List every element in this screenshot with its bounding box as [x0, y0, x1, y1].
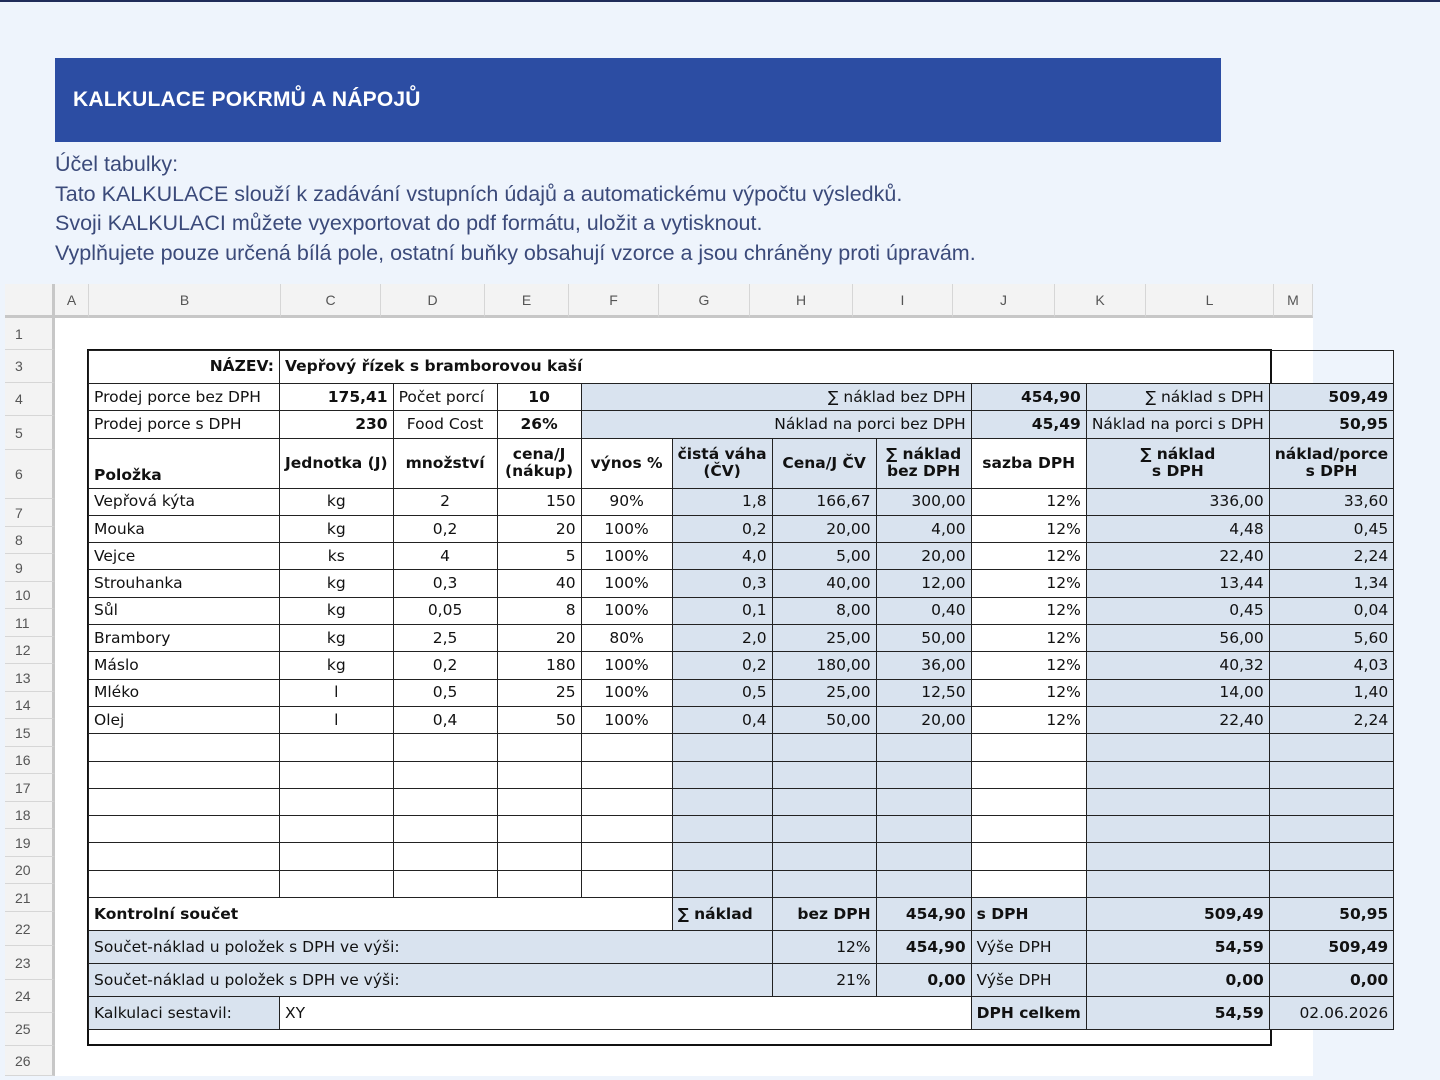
- item-name[interactable]: Vejce: [89, 543, 280, 570]
- item-sum-vat: 336,00: [1086, 488, 1269, 515]
- select-all-corner[interactable]: [5, 284, 55, 318]
- item-sum-no-vat: 12,00: [876, 570, 971, 597]
- food-cost-label: Food Cost: [393, 411, 497, 438]
- control-vat-value: 509,49: [1086, 898, 1269, 931]
- empty-cell[interactable]: [280, 843, 394, 870]
- vat21-vat: 0,00: [1086, 964, 1269, 997]
- col-header-price-line: (nákup): [505, 462, 574, 481]
- row-header[interactable]: 26: [5, 1046, 55, 1076]
- empty-cell[interactable]: [280, 734, 394, 761]
- item-yield[interactable]: 90%: [581, 488, 672, 515]
- item-vat-rate[interactable]: 12%: [971, 515, 1086, 542]
- item-unit[interactable]: ks: [280, 543, 394, 570]
- col-header-yield: výnos %: [581, 438, 672, 488]
- column-header[interactable]: K: [1055, 284, 1146, 318]
- col-header-net-line: (ČV): [703, 462, 741, 481]
- empty-cell: [1086, 761, 1269, 788]
- item-sum-vat: 22,40: [1086, 706, 1269, 733]
- col-header-qty: množství: [393, 438, 497, 488]
- empty-cell[interactable]: [971, 816, 1086, 843]
- vat21-base: 0,00: [876, 964, 971, 997]
- table-row: [89, 706, 1394, 733]
- row-header[interactable]: 12: [5, 637, 55, 664]
- empty-cell: [772, 734, 876, 761]
- column-header[interactable]: J: [953, 284, 1055, 318]
- vat12-vat-label: Výše DPH: [971, 931, 1086, 964]
- intro-line: Tato KALKULACE slouží k zadávání vstupních údajů a automatickému výpočtu výsledků.: [55, 181, 903, 206]
- empty-cell: [772, 870, 876, 897]
- col-header-item: Položka: [89, 438, 280, 488]
- col-header-sum-no-vat: [876, 438, 971, 488]
- empty-cell: [1269, 788, 1393, 815]
- col-header-price: [497, 438, 581, 488]
- table-row: [89, 488, 1394, 515]
- item-net-weight: 2,0: [672, 625, 772, 652]
- row-header[interactable]: 18: [5, 802, 55, 829]
- column-header[interactable]: D: [381, 284, 485, 318]
- empty-cell[interactable]: [497, 788, 581, 815]
- empty-row: [89, 870, 1394, 897]
- vat12-total: 509,49: [1269, 931, 1393, 964]
- item-sum-vat: 0,45: [1086, 597, 1269, 624]
- top-border: [0, 0, 1440, 2]
- item-yield[interactable]: 100%: [581, 597, 672, 624]
- col-header-sum-vat-line: s DPH: [1151, 462, 1204, 481]
- empty-cell: [1086, 788, 1269, 815]
- empty-cell: [1269, 816, 1393, 843]
- col-header-sum-vat: [1086, 438, 1269, 488]
- vat21-total: 0,00: [1269, 964, 1393, 997]
- row-header[interactable]: 22: [5, 912, 55, 946]
- item-yield[interactable]: 100%: [581, 652, 672, 679]
- empty-cell[interactable]: [393, 788, 497, 815]
- item-qty[interactable]: 0,4: [393, 706, 497, 733]
- row-header[interactable]: 16: [5, 747, 55, 774]
- item-name[interactable]: Mléko: [89, 679, 280, 706]
- cost-portion-vat-value: 50,95: [1269, 411, 1393, 438]
- item-sum-no-vat: 36,00: [876, 652, 971, 679]
- empty-cell[interactable]: [581, 788, 672, 815]
- empty-cell: [876, 816, 971, 843]
- item-price-cv: 20,00: [772, 515, 876, 542]
- empty-cell: [1269, 761, 1393, 788]
- table-row: [89, 625, 1394, 652]
- item-per-portion: 0,45: [1269, 515, 1393, 542]
- row-header[interactable]: 9: [5, 554, 55, 582]
- empty-cell[interactable]: [581, 734, 672, 761]
- column-header[interactable]: G: [659, 284, 750, 318]
- row-header[interactable]: 17: [5, 774, 55, 802]
- empty-cell[interactable]: [89, 816, 280, 843]
- empty-cell[interactable]: [393, 870, 497, 897]
- vat12-label: Součet-náklad u položek s DPH ve výši:: [89, 931, 773, 964]
- table-row: [89, 570, 1394, 597]
- dish-name-cell[interactable]: Vepřový řízek s bramborovou kaší: [280, 351, 1394, 384]
- empty-cell: [1269, 870, 1393, 897]
- col-header-price-line: cena/J: [512, 445, 566, 464]
- item-qty[interactable]: 0,2: [393, 515, 497, 542]
- sum-cost-no-vat-value: 454,90: [971, 384, 1086, 411]
- item-price[interactable]: 25: [497, 679, 581, 706]
- item-per-portion: 2,24: [1269, 706, 1393, 733]
- vat12-rate: 12%: [772, 931, 876, 964]
- item-vat-rate[interactable]: 12%: [971, 679, 1086, 706]
- item-name[interactable]: Brambory: [89, 625, 280, 652]
- col-header-sum-no-vat-line: bez DPH: [887, 462, 961, 481]
- item-sum-no-vat: 50,00: [876, 625, 971, 652]
- item-qty[interactable]: 2: [393, 488, 497, 515]
- empty-cell[interactable]: [971, 761, 1086, 788]
- item-vat-rate[interactable]: 12%: [971, 625, 1086, 652]
- empty-cell[interactable]: [581, 816, 672, 843]
- empty-cell[interactable]: [393, 761, 497, 788]
- item-per-portion: 33,60: [1269, 488, 1393, 515]
- empty-cell: [672, 761, 772, 788]
- item-qty[interactable]: 2,5: [393, 625, 497, 652]
- table-row: [89, 652, 1394, 679]
- item-per-portion: 1,34: [1269, 570, 1393, 597]
- item-sum-no-vat: 0,40: [876, 597, 971, 624]
- item-price-cv: 25,00: [772, 679, 876, 706]
- item-per-portion: 1,40: [1269, 679, 1393, 706]
- item-price-cv: 25,00: [772, 625, 876, 652]
- item-name[interactable]: Strouhanka: [89, 570, 280, 597]
- row-header[interactable]: 21: [5, 884, 55, 912]
- empty-cell: [672, 734, 772, 761]
- empty-cell[interactable]: [89, 761, 280, 788]
- item-unit[interactable]: l: [280, 706, 394, 733]
- item-qty[interactable]: 0,05: [393, 597, 497, 624]
- food-cost-value: 26%: [497, 411, 581, 438]
- item-vat-rate[interactable]: 12%: [971, 597, 1086, 624]
- column-header[interactable]: A: [55, 284, 89, 318]
- row-header[interactable]: 20: [5, 857, 55, 884]
- table-row: [89, 543, 1394, 570]
- empty-cell[interactable]: [89, 788, 280, 815]
- empty-cell[interactable]: [393, 734, 497, 761]
- portions-input[interactable]: 10: [497, 384, 581, 411]
- item-vat-rate[interactable]: 12%: [971, 652, 1086, 679]
- cost-portion-no-vat-value: 45,49: [971, 411, 1086, 438]
- portions-label: Počet porcí: [393, 384, 497, 411]
- intro-line: Účel tabulky:: [55, 152, 179, 176]
- empty-cell: [672, 843, 772, 870]
- col-header-unit: Jednotka (J): [280, 438, 394, 488]
- name-label: NÁZEV:: [89, 351, 280, 384]
- empty-cell[interactable]: [89, 870, 280, 897]
- empty-cell[interactable]: [497, 761, 581, 788]
- empty-cell: [772, 761, 876, 788]
- column-header[interactable]: E: [485, 284, 569, 318]
- empty-cell[interactable]: [280, 788, 394, 815]
- col-header-sum-no-vat-line: ∑ náklad: [886, 445, 962, 464]
- row-header[interactable]: 14: [5, 692, 55, 719]
- item-name[interactable]: Sůl: [89, 597, 280, 624]
- empty-cell: [876, 788, 971, 815]
- item-price[interactable]: 150: [497, 488, 581, 515]
- control-per-portion: 50,95: [1269, 898, 1393, 931]
- column-header[interactable]: H: [750, 284, 853, 318]
- author-input[interactable]: XY: [280, 997, 972, 1030]
- item-unit[interactable]: kg: [280, 515, 394, 542]
- col-header-sum-vat-line: ∑ náklad: [1140, 445, 1216, 464]
- row-header[interactable]: 23: [5, 946, 55, 980]
- empty-cell[interactable]: [280, 870, 394, 897]
- empty-cell: [1086, 843, 1269, 870]
- row-header[interactable]: 4: [5, 383, 55, 416]
- empty-row: [89, 816, 1394, 843]
- row-header[interactable]: 24: [5, 980, 55, 1013]
- item-per-portion: 0,04: [1269, 597, 1393, 624]
- page-title: KALKULACE POKRMŮ A NÁPOJŮ: [73, 88, 421, 111]
- row-header[interactable]: 6: [5, 450, 55, 499]
- cost-portion-no-vat-label: Náklad na porci bez DPH: [581, 411, 971, 438]
- sum-cost-no-vat-label: ∑ náklad bez DPH: [581, 384, 971, 411]
- item-net-weight: 0,2: [672, 515, 772, 542]
- item-per-portion: 5,60: [1269, 625, 1393, 652]
- column-header[interactable]: M: [1274, 284, 1313, 318]
- item-qty[interactable]: 0,3: [393, 570, 497, 597]
- control-no-vat-value: 454,90: [876, 898, 971, 931]
- item-price[interactable]: 20: [497, 515, 581, 542]
- item-sum-vat: 22,40: [1086, 543, 1269, 570]
- item-sum-vat: 13,44: [1086, 570, 1269, 597]
- col-header-per-portion-line: s DPH: [1305, 462, 1358, 481]
- item-price[interactable]: 180: [497, 652, 581, 679]
- item-sum-vat: 56,00: [1086, 625, 1269, 652]
- item-name[interactable]: Vepřová kýta: [89, 488, 280, 515]
- empty-cell[interactable]: [581, 761, 672, 788]
- column-header[interactable]: C: [281, 284, 381, 318]
- item-name[interactable]: Máslo: [89, 652, 280, 679]
- empty-cell: [876, 843, 971, 870]
- row-header[interactable]: 11: [5, 609, 55, 637]
- empty-cell: [672, 816, 772, 843]
- item-name[interactable]: Mouka: [89, 515, 280, 542]
- vat12-base: 454,90: [876, 931, 971, 964]
- row-header[interactable]: 1: [5, 318, 55, 350]
- control-vat-label: s DPH: [971, 898, 1086, 931]
- empty-cell: [1086, 816, 1269, 843]
- item-net-weight: 0,5: [672, 679, 772, 706]
- control-sum-symbol: ∑ náklad: [672, 898, 772, 931]
- empty-cell: [876, 870, 971, 897]
- item-sum-vat: 4,48: [1086, 515, 1269, 542]
- intro-line: Vyplňujete pouze určená bílá pole, ostatní buňky obsahují vzorce a jsou chráněny proti úpravám.: [55, 240, 976, 265]
- empty-cell: [772, 816, 876, 843]
- table-row: [89, 597, 1394, 624]
- item-price-cv: 50,00: [772, 706, 876, 733]
- item-yield[interactable]: 100%: [581, 679, 672, 706]
- table-row: [89, 515, 1394, 542]
- item-yield[interactable]: 100%: [581, 543, 672, 570]
- empty-cell[interactable]: [971, 734, 1086, 761]
- item-price[interactable]: 20: [497, 625, 581, 652]
- empty-cell[interactable]: [393, 843, 497, 870]
- item-price[interactable]: 40: [497, 570, 581, 597]
- row-header[interactable]: 3: [5, 350, 55, 383]
- empty-row: [89, 843, 1394, 870]
- item-yield[interactable]: 80%: [581, 625, 672, 652]
- col-header-net-line: čistá váha: [677, 445, 767, 464]
- row-header[interactable]: 15: [5, 719, 55, 747]
- row-header[interactable]: 7: [5, 499, 55, 527]
- item-net-weight: 0,4: [672, 706, 772, 733]
- item-vat-rate[interactable]: 12%: [971, 570, 1086, 597]
- empty-cell[interactable]: [497, 816, 581, 843]
- sale-no-vat-value: 175,41: [280, 384, 394, 411]
- item-price[interactable]: 5: [497, 543, 581, 570]
- item-sum-no-vat: 300,00: [876, 488, 971, 515]
- empty-cell: [1269, 734, 1393, 761]
- item-sum-no-vat: 4,00: [876, 515, 971, 542]
- item-unit[interactable]: l: [280, 679, 394, 706]
- empty-cell[interactable]: [971, 788, 1086, 815]
- row-header[interactable]: 8: [5, 527, 55, 554]
- empty-cell[interactable]: [581, 843, 672, 870]
- empty-cell: [672, 870, 772, 897]
- item-net-weight: 4,0: [672, 543, 772, 570]
- intro-text: [55, 150, 1255, 268]
- sale-vat-label: Prodej porce s DPH: [89, 411, 280, 438]
- col-header-price-cv: Cena/J ČV: [772, 438, 876, 488]
- empty-cell: [1269, 843, 1393, 870]
- item-per-portion: 4,03: [1269, 652, 1393, 679]
- control-no-vat-label: bez DPH: [772, 898, 876, 931]
- empty-cell[interactable]: [89, 843, 280, 870]
- item-yield[interactable]: 100%: [581, 570, 672, 597]
- item-unit[interactable]: kg: [280, 570, 394, 597]
- calculation-table: [88, 350, 1394, 1030]
- item-price[interactable]: 50: [497, 706, 581, 733]
- empty-cell[interactable]: [581, 870, 672, 897]
- empty-cell[interactable]: [971, 870, 1086, 897]
- intro-line: Svoji KALKULACI můžete vyexportovat do pdf formátu, uložit a vytisknout.: [55, 211, 763, 235]
- item-net-weight: 1,8: [672, 488, 772, 515]
- item-price-cv: 5,00: [772, 543, 876, 570]
- item-price-cv: 166,67: [772, 488, 876, 515]
- empty-cell: [876, 734, 971, 761]
- author-label: Kalkulaci sestavil:: [89, 997, 280, 1030]
- col-header-vat-rate: sazba DPH: [971, 438, 1086, 488]
- item-sum-vat: 14,00: [1086, 679, 1269, 706]
- col-header-per-portion: [1269, 438, 1393, 488]
- row-header[interactable]: 25: [5, 1013, 55, 1046]
- empty-cell: [1086, 734, 1269, 761]
- empty-row: [89, 788, 1394, 815]
- control-sum-label: Kontrolní součet: [89, 898, 673, 931]
- sum-cost-vat-label: ∑ náklad s DPH: [1086, 384, 1269, 411]
- row-header[interactable]: 5: [5, 416, 55, 450]
- empty-cell: [672, 788, 772, 815]
- sale-no-vat-label: Prodej porce bez DPH: [89, 384, 280, 411]
- row-header[interactable]: 19: [5, 829, 55, 857]
- empty-cell[interactable]: [393, 816, 497, 843]
- cost-portion-vat-label: Náklad na porci s DPH: [1086, 411, 1269, 438]
- item-sum-vat: 40,32: [1086, 652, 1269, 679]
- empty-cell[interactable]: [971, 843, 1086, 870]
- sale-vat-input[interactable]: 230: [280, 411, 394, 438]
- item-sum-no-vat: 12,50: [876, 679, 971, 706]
- item-unit[interactable]: kg: [280, 488, 394, 515]
- item-net-weight: 0,2: [672, 652, 772, 679]
- empty-cell: [772, 843, 876, 870]
- item-price-cv: 8,00: [772, 597, 876, 624]
- column-header[interactable]: B: [89, 284, 281, 318]
- vat-total-value: 54,59: [1086, 997, 1269, 1030]
- empty-cell[interactable]: [497, 870, 581, 897]
- date-value: 02.06.2026: [1269, 997, 1393, 1030]
- page-banner: [55, 58, 1221, 142]
- item-name[interactable]: Olej: [89, 706, 280, 733]
- vat-total-label: DPH celkem: [971, 997, 1086, 1030]
- row-header[interactable]: 10: [5, 582, 55, 609]
- item-unit[interactable]: kg: [280, 597, 394, 624]
- empty-cell[interactable]: [497, 734, 581, 761]
- empty-cell[interactable]: [280, 761, 394, 788]
- item-vat-rate[interactable]: 12%: [971, 488, 1086, 515]
- column-header[interactable]: L: [1146, 284, 1274, 318]
- col-header-per-portion-line: náklad/porce: [1274, 445, 1389, 464]
- column-header[interactable]: F: [569, 284, 659, 318]
- item-per-portion: 2,24: [1269, 543, 1393, 570]
- item-price-cv: 40,00: [772, 570, 876, 597]
- item-yield[interactable]: 100%: [581, 706, 672, 733]
- item-vat-rate[interactable]: 12%: [971, 543, 1086, 570]
- item-net-weight: 0,3: [672, 570, 772, 597]
- item-qty[interactable]: 0,5: [393, 679, 497, 706]
- empty-row: [89, 761, 1394, 788]
- item-qty[interactable]: 4: [393, 543, 497, 570]
- col-header-net-weight: [672, 438, 772, 488]
- empty-cell: [772, 788, 876, 815]
- vat12-vat: 54,59: [1086, 931, 1269, 964]
- item-yield[interactable]: 100%: [581, 515, 672, 542]
- item-price-cv: 180,00: [772, 652, 876, 679]
- item-unit[interactable]: kg: [280, 652, 394, 679]
- row-header[interactable]: 13: [5, 664, 55, 692]
- empty-row: [89, 734, 1394, 761]
- empty-cell[interactable]: [280, 816, 394, 843]
- empty-cell: [1086, 870, 1269, 897]
- empty-cell[interactable]: [497, 843, 581, 870]
- item-price[interactable]: 8: [497, 597, 581, 624]
- item-net-weight: 0,1: [672, 597, 772, 624]
- table-row: [89, 679, 1394, 706]
- vat21-rate: 21%: [772, 964, 876, 997]
- item-qty[interactable]: 0,2: [393, 652, 497, 679]
- item-sum-no-vat: 20,00: [876, 543, 971, 570]
- empty-cell[interactable]: [89, 734, 280, 761]
- vat21-label: Součet-náklad u položek s DPH ve výši:: [89, 964, 773, 997]
- item-unit[interactable]: kg: [280, 625, 394, 652]
- column-header[interactable]: I: [853, 284, 953, 318]
- item-vat-rate[interactable]: 12%: [971, 706, 1086, 733]
- item-sum-no-vat: 20,00: [876, 706, 971, 733]
- vat21-vat-label: Výše DPH: [971, 964, 1086, 997]
- empty-cell: [876, 761, 971, 788]
- sum-cost-vat-value: 509,49: [1269, 384, 1393, 411]
